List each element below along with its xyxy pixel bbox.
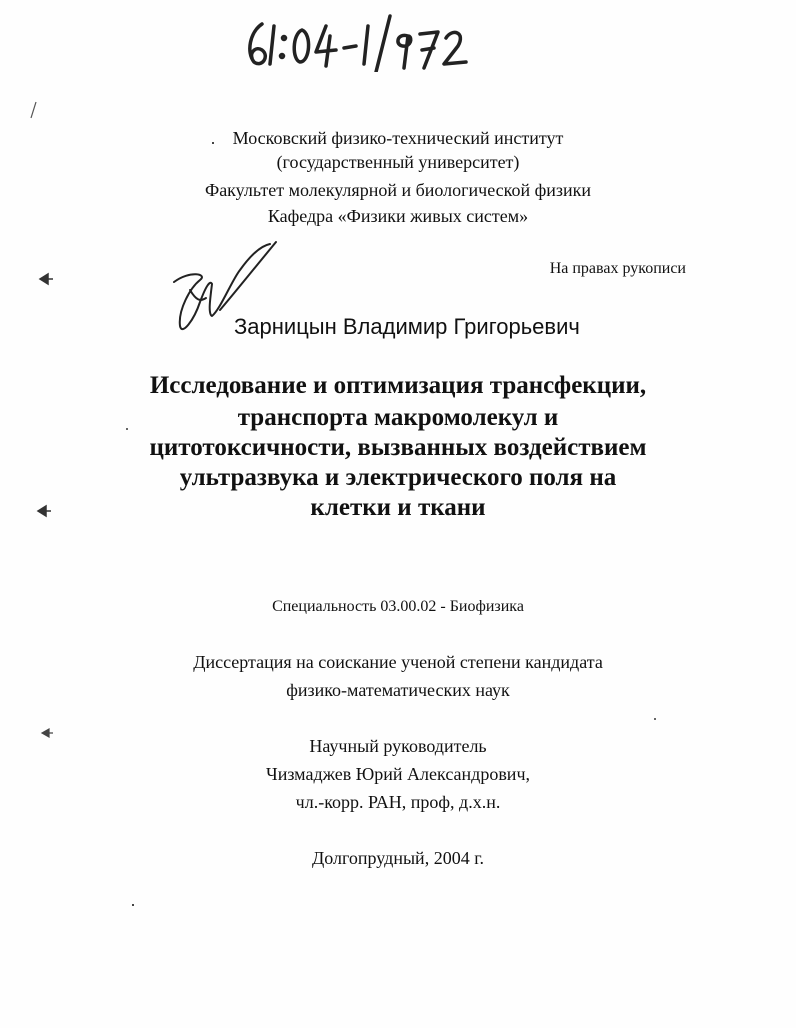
handwritten-archive-number — [240, 12, 480, 72]
place-and-year: Долгопрудный, 2004 г. — [311, 848, 485, 868]
dissertation-degree: физико-математических наук — [286, 680, 510, 700]
institution-line: (государственный университет) — [276, 152, 520, 172]
speck — [132, 904, 134, 906]
thesis-title-line: клетки и ткани — [310, 494, 486, 521]
rights-note: На правах рукописи — [549, 260, 686, 277]
thesis-title-line: цитотоксичности, вызванных воздействием — [149, 434, 647, 461]
author-name: Зарницын Владимир Григорьевич — [234, 314, 580, 339]
thesis-title-line: ультразвука и электрического поля на — [179, 464, 617, 491]
institution-line: Московский физико-технический институт — [232, 128, 564, 148]
department-line: Кафедра «Физики живых систем» — [267, 206, 529, 226]
supervisor-name: Чизмаджев Юрий Александрович, — [266, 764, 530, 784]
faculty-line: Факультет молекулярной и биологической физики — [204, 180, 592, 200]
speck — [212, 142, 214, 144]
margin-tick-mark — [28, 100, 40, 120]
thesis-title-line: транспорта макромолекул и — [237, 404, 559, 431]
dissertation-degree: Диссертация на соискание ученой степени кандидата — [193, 652, 603, 672]
speck — [654, 718, 656, 720]
speck — [126, 428, 128, 430]
thesis-title-line: Исследование и оптимизация трансфекции, — [149, 372, 647, 399]
supervisor-label: Научный руководитель — [309, 736, 487, 756]
specialty: Специальность 03.00.02 - Биофизика — [272, 598, 524, 615]
supervisor-titles: чл.-корр. РАН, проф, д.х.н. — [295, 792, 501, 812]
margin-arrow-mark — [38, 272, 54, 286]
